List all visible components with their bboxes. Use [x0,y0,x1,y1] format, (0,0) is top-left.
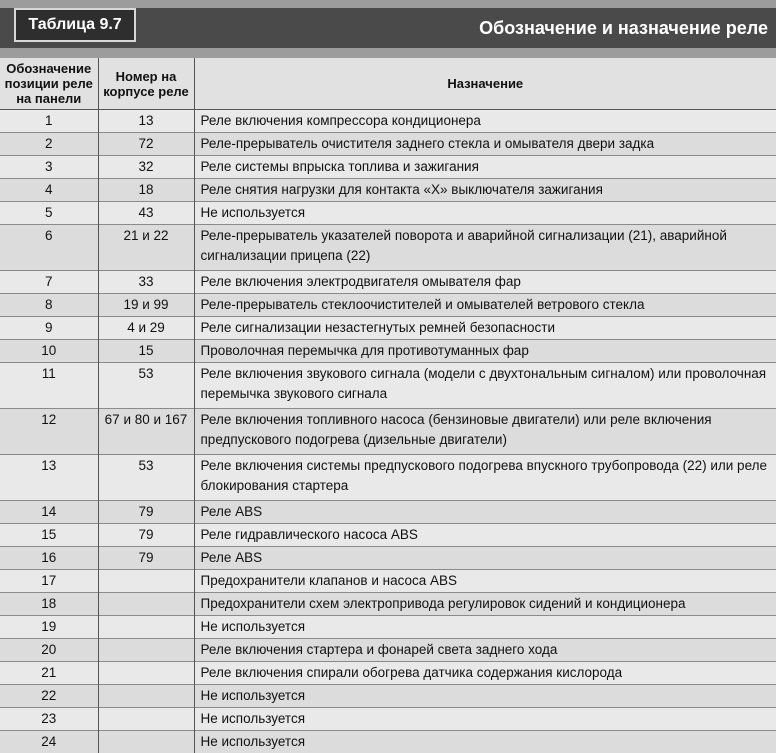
row-relay-number [98,662,194,685]
row-position: 2 [0,133,98,156]
table-row [0,271,776,294]
row-relay-number: 18 [98,179,194,202]
row-relay-number: 13 [98,110,194,133]
table-row [0,340,776,363]
row-purpose: Реле включения компрессора кондиционера [194,110,776,133]
row-position: 20 [0,639,98,662]
row-relay-number [98,639,194,662]
table-row [0,110,776,133]
row-purpose: Реле-прерыватель очистителя заднего стекла и омывателя двери задка [194,133,776,156]
row-relay-number: 43 [98,202,194,225]
row-relay-number: 79 [98,501,194,524]
col-header-number: Номер на корпусе реле [98,58,194,110]
row-position: 12 [0,409,98,455]
row-relay-number [98,616,194,639]
table-row [0,409,776,455]
row-relay-number: 67 и 80 и 167 [98,409,194,455]
row-purpose: Реле включения спирали обогрева датчика содержания кислорода [194,662,776,685]
row-purpose: Реле сигнализации незастегнутых ремней безопасности [194,317,776,340]
row-relay-number [98,593,194,616]
row-relay-number [98,685,194,708]
row-purpose: Не используется [194,731,776,753]
table-title: Обозначение и назначение реле [479,8,768,48]
row-purpose: Реле ABS [194,547,776,570]
row-purpose: Реле включения электродвигателя омывателя фар [194,271,776,294]
table-row [0,547,776,570]
table-row [0,639,776,662]
row-position: 3 [0,156,98,179]
row-relay-number: 32 [98,156,194,179]
row-position: 14 [0,501,98,524]
row-purpose: Реле включения системы предпускового подогрева впускного трубопровода (22) или реле блокирования стартера [194,455,776,501]
table-row [0,156,776,179]
row-position: 15 [0,524,98,547]
row-relay-number: 53 [98,455,194,501]
row-position: 8 [0,294,98,317]
row-position: 24 [0,731,98,753]
col-header-purpose: Назначение [194,58,776,110]
row-purpose: Реле включения стартера и фонарей света заднего хода [194,639,776,662]
row-relay-number: 19 и 99 [98,294,194,317]
table-row [0,294,776,317]
row-purpose: Реле включения звукового сигнала (модели с двухтональным сигналом) или проволочная перемычка звукового сигнала [194,363,776,409]
table-row [0,662,776,685]
row-relay-number: 53 [98,363,194,409]
table-row [0,685,776,708]
row-position: 18 [0,593,98,616]
table-row [0,570,776,593]
row-purpose: Реле включения топливного насоса (бензиновые двигатели) или реле включения предпускового подогрева (дизельные двигатели) [194,409,776,455]
row-purpose: Не используется [194,685,776,708]
table-row [0,524,776,547]
table-row [0,225,776,271]
table-row [0,202,776,225]
row-purpose: Реле ABS [194,501,776,524]
table-row [0,317,776,340]
row-purpose: Предохранители клапанов и насоса ABS [194,570,776,593]
table-row [0,363,776,409]
row-position: 19 [0,616,98,639]
row-position: 11 [0,363,98,409]
table-row [0,179,776,202]
row-relay-number: 21 и 22 [98,225,194,271]
table-row [0,731,776,753]
row-purpose: Предохранители схем электропривода регулировок сидений и кондиционера [194,593,776,616]
table-row [0,593,776,616]
row-position: 23 [0,708,98,731]
row-position: 4 [0,179,98,202]
row-purpose: Проволочная перемычка для противотуманных фар [194,340,776,363]
row-relay-number [98,570,194,593]
row-purpose: Реле системы впрыска топлива и зажигания [194,156,776,179]
row-purpose: Не используется [194,708,776,731]
row-relay-number [98,731,194,753]
row-purpose: Реле снятия нагрузки для контакта «X» выключателя зажигания [194,179,776,202]
table-row [0,616,776,639]
row-purpose: Не используется [194,202,776,225]
row-position: 5 [0,202,98,225]
row-purpose: Реле гидравлического насоса ABS [194,524,776,547]
row-position: 6 [0,225,98,271]
row-purpose: Реле-прерыватель указателей поворота и аварийной сигнализации (21), аварийной сигнализации прицепа (22) [194,225,776,271]
row-position: 16 [0,547,98,570]
row-position: 7 [0,271,98,294]
row-relay-number: 79 [98,524,194,547]
row-relay-number [98,708,194,731]
relay-table [0,58,776,753]
row-position: 17 [0,570,98,593]
table-row [0,455,776,501]
table-number-tag: Таблица 9.7 [14,8,136,42]
row-relay-number: 33 [98,271,194,294]
row-position: 22 [0,685,98,708]
table-header-banner [0,0,776,58]
table-row [0,133,776,156]
row-position: 9 [0,317,98,340]
row-position: 21 [0,662,98,685]
row-relay-number: 15 [98,340,194,363]
col-header-position: Обозначение позиции реле на панели [0,58,98,110]
table-row [0,501,776,524]
row-purpose: Не используется [194,616,776,639]
row-relay-number: 72 [98,133,194,156]
row-relay-number: 4 и 29 [98,317,194,340]
row-position: 1 [0,110,98,133]
row-purpose: Реле-прерыватель стеклоочистителей и омывателей ветрового стекла [194,294,776,317]
row-position: 13 [0,455,98,501]
relay-table-container [0,58,776,739]
row-relay-number: 79 [98,547,194,570]
row-position: 10 [0,340,98,363]
table-row [0,708,776,731]
table-head-row [0,58,776,110]
